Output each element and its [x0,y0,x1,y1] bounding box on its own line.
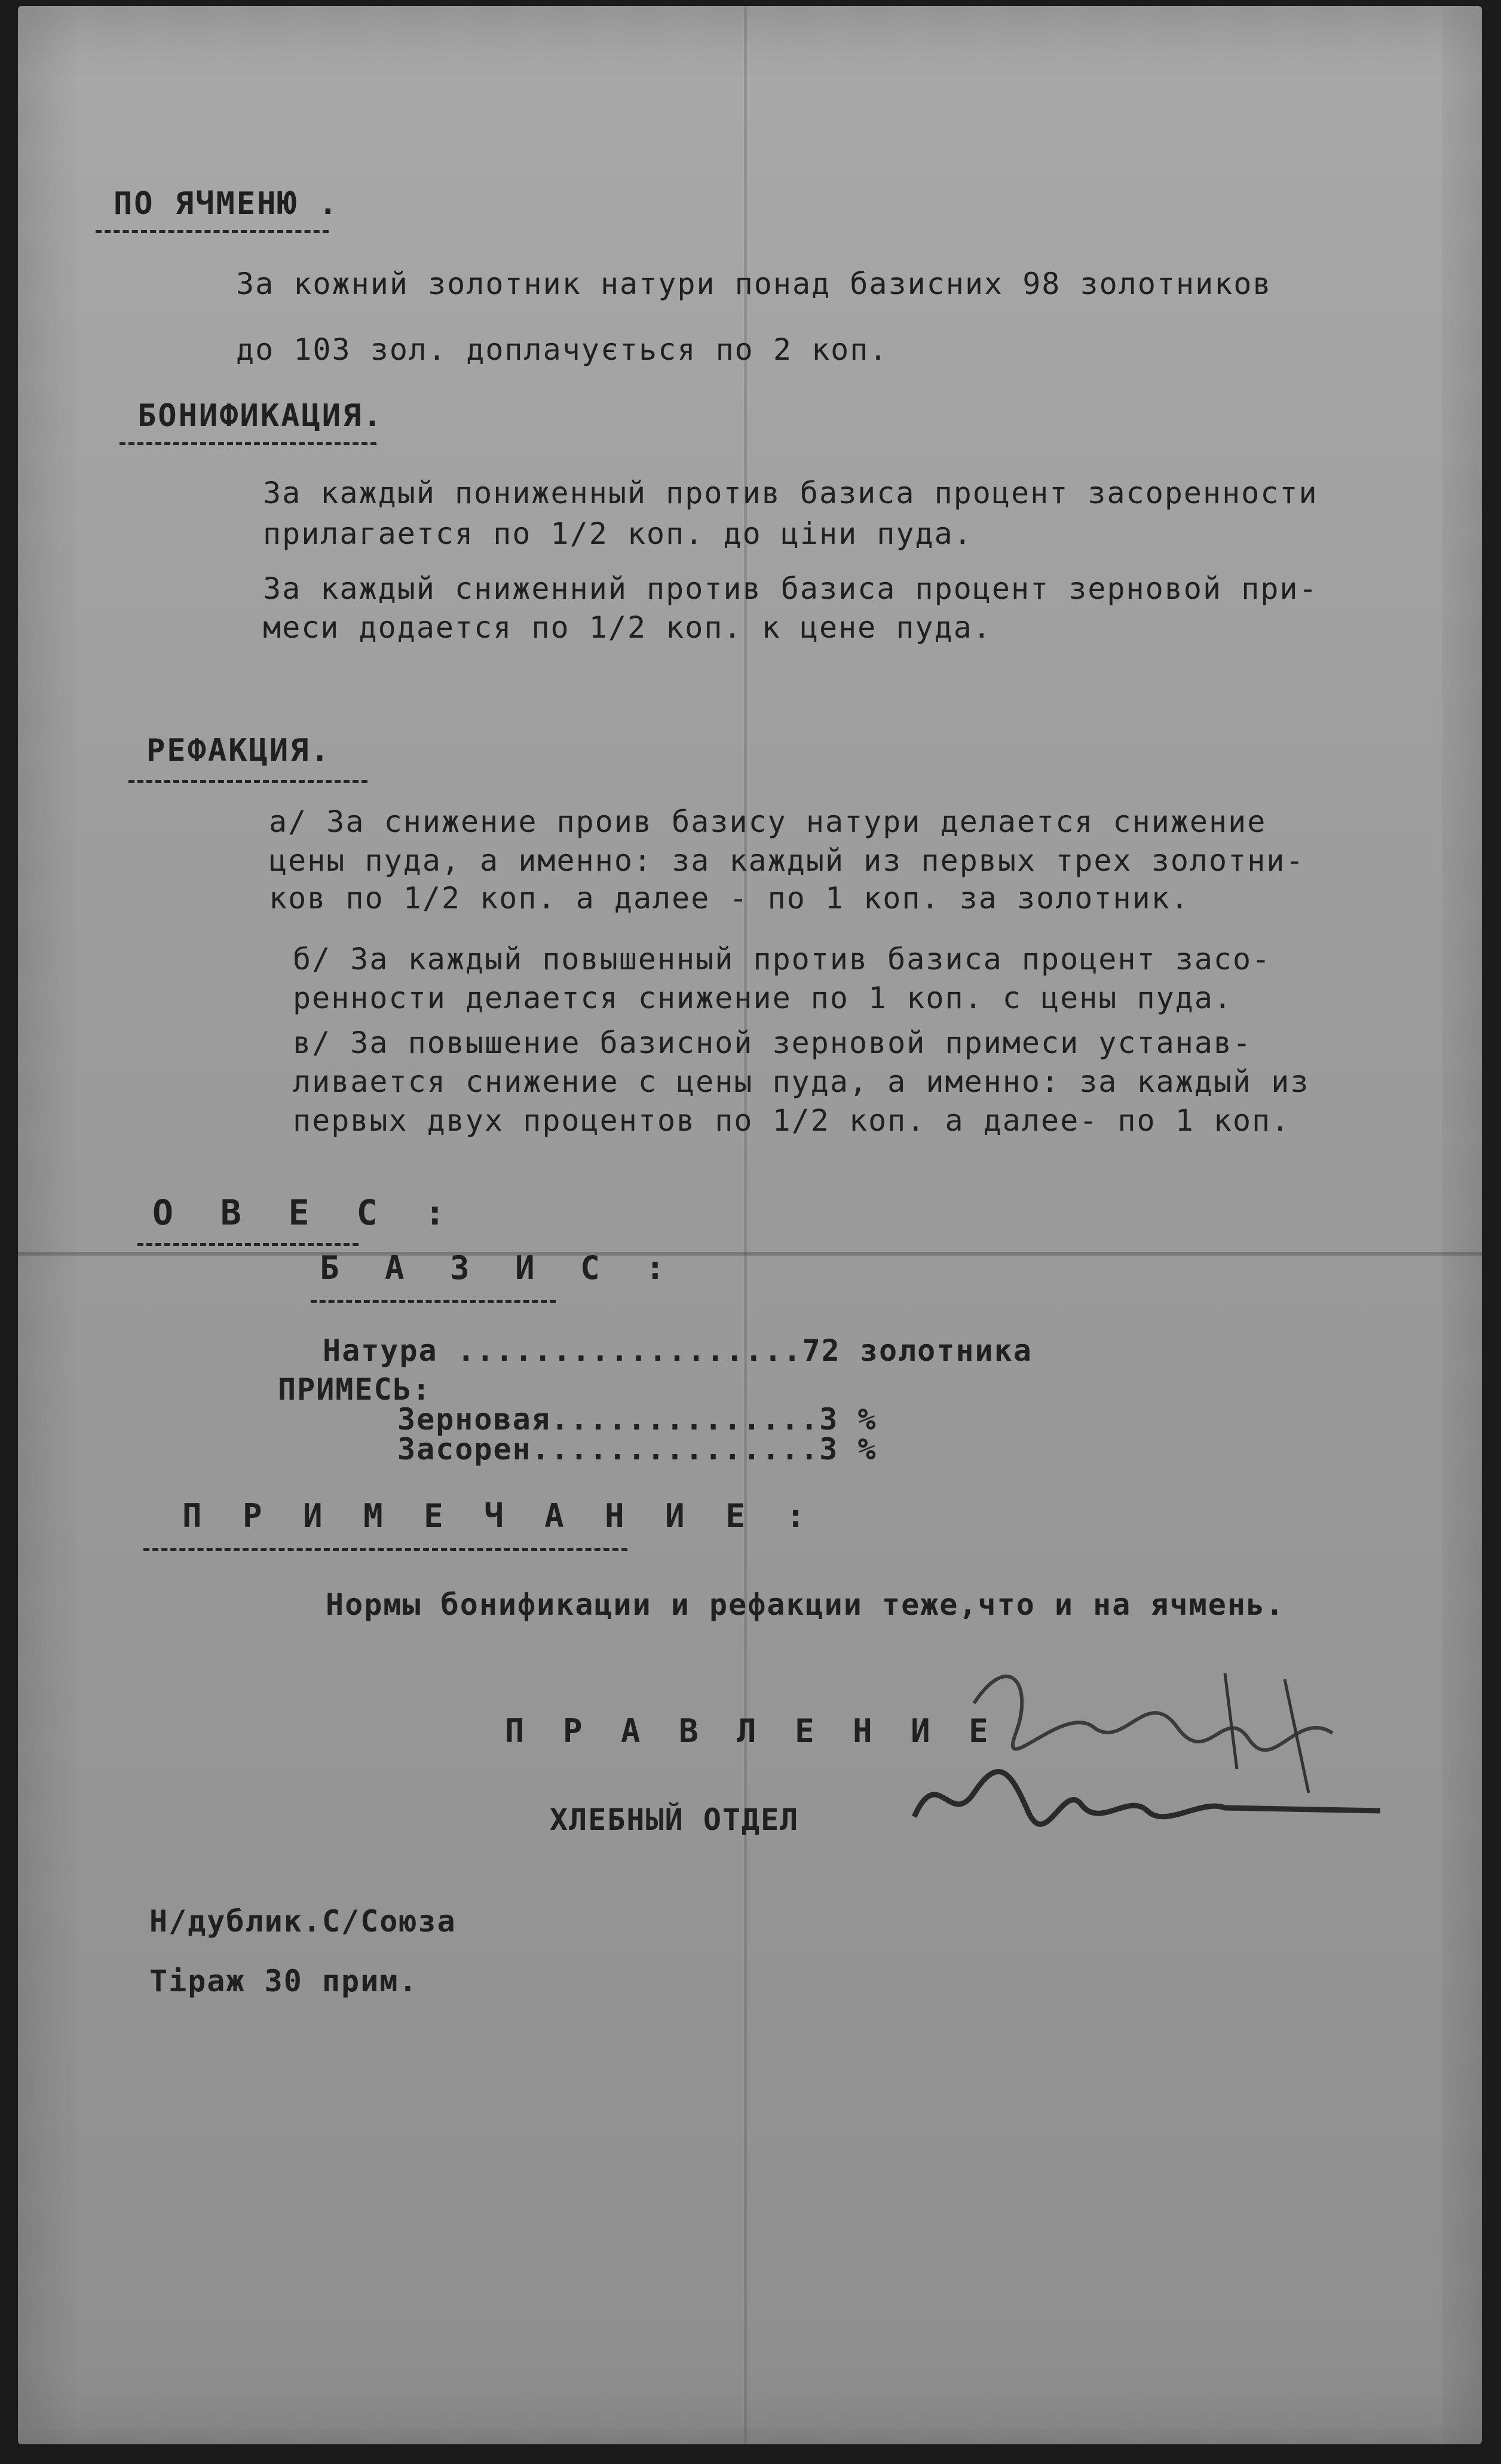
barley-line-1: За кожний золотник натури понад базисних 98 золотников [236,267,1272,301]
bonification-line-4: меси додается по 1/2 коп. к цене пуда. [263,610,992,645]
heading-underline [96,230,329,233]
basis-row-grain: Зерновая..............3 % [397,1402,877,1437]
refaction-item-a-line-1: а/ За снижение проив базису натури делается снижение [269,804,1267,839]
basis-row-litter: Засорен...............3 % [397,1432,877,1467]
bonification-line-1: За каждый пониженный против базиса процент засоренности [263,476,1318,510]
handwritten-signature [866,1614,1404,1865]
barley-heading: ПО ЯЧМЕНЮ . [114,186,339,222]
refaction-item-a-line-3: ков по 1/2 коп. а далее - по 1 коп. за золотник. [269,881,1190,916]
bonification-line-2: прилагается по 1/2 коп. до ціни пуда. [263,516,973,551]
heading-underline [128,780,367,783]
heading-underline [137,1243,359,1246]
heading-underline [143,1548,627,1551]
barley-line-2: до 103 зол. доплачується по 2 коп. [236,332,889,367]
refaction-item-c-line-3: первых двух процентов по 1/2 коп. а далее- по 1 коп. [293,1103,1291,1138]
oats-heading: О В Е С : [152,1192,459,1233]
refaction-item-c-line-1: в/ За повышение базисной зерновой примеси устанав- [293,1026,1252,1060]
print-line-1: Н/дублик.С/Союза [149,1904,457,1939]
basis-row-natura: Натура ..................72 золотника [323,1333,1033,1368]
basis-heading: Б А З И С : [320,1249,678,1287]
paper-fold-vertical [744,6,747,2444]
heading-underline [311,1300,556,1303]
refaction-item-b-line-1: б/ За каждый повышенный против базиса процент засо- [293,942,1272,977]
refaction-item-c-line-2: ливается снижение с цены пуда, а именно: за каждый из [293,1064,1310,1099]
refaction-heading: РЕФАКЦИЯ. [146,733,331,769]
paper-fold [18,1252,1482,1256]
refaction-item-a-line-2: цены пуда, а именно: за каждый из первых трех золотни- [269,843,1305,878]
note-heading: П Р И М Е Ч А Н И Е : [182,1497,816,1535]
note-text: Нормы бонификации и рефакции теже,что и на ячмень. [326,1587,1285,1622]
refaction-item-b-line-2: ренности делается снижение по 1 коп. с цены пуда. [293,981,1233,1015]
bonification-line-3: За каждый сниженний против базиса процент зерновой при- [263,571,1318,606]
board-label: П Р А В Л Е Н И Е [505,1712,998,1750]
heading-underline [120,442,376,445]
department-label: ХЛЕБНЫЙ ОТДЕЛ [550,1802,799,1837]
print-line-2: Тіраж 30 прим. [149,1964,418,1998]
basis-row-admixture: ПРИМЕСЬ: [278,1372,431,1407]
bonification-heading: БОНИФИКАЦИЯ. [137,398,384,434]
